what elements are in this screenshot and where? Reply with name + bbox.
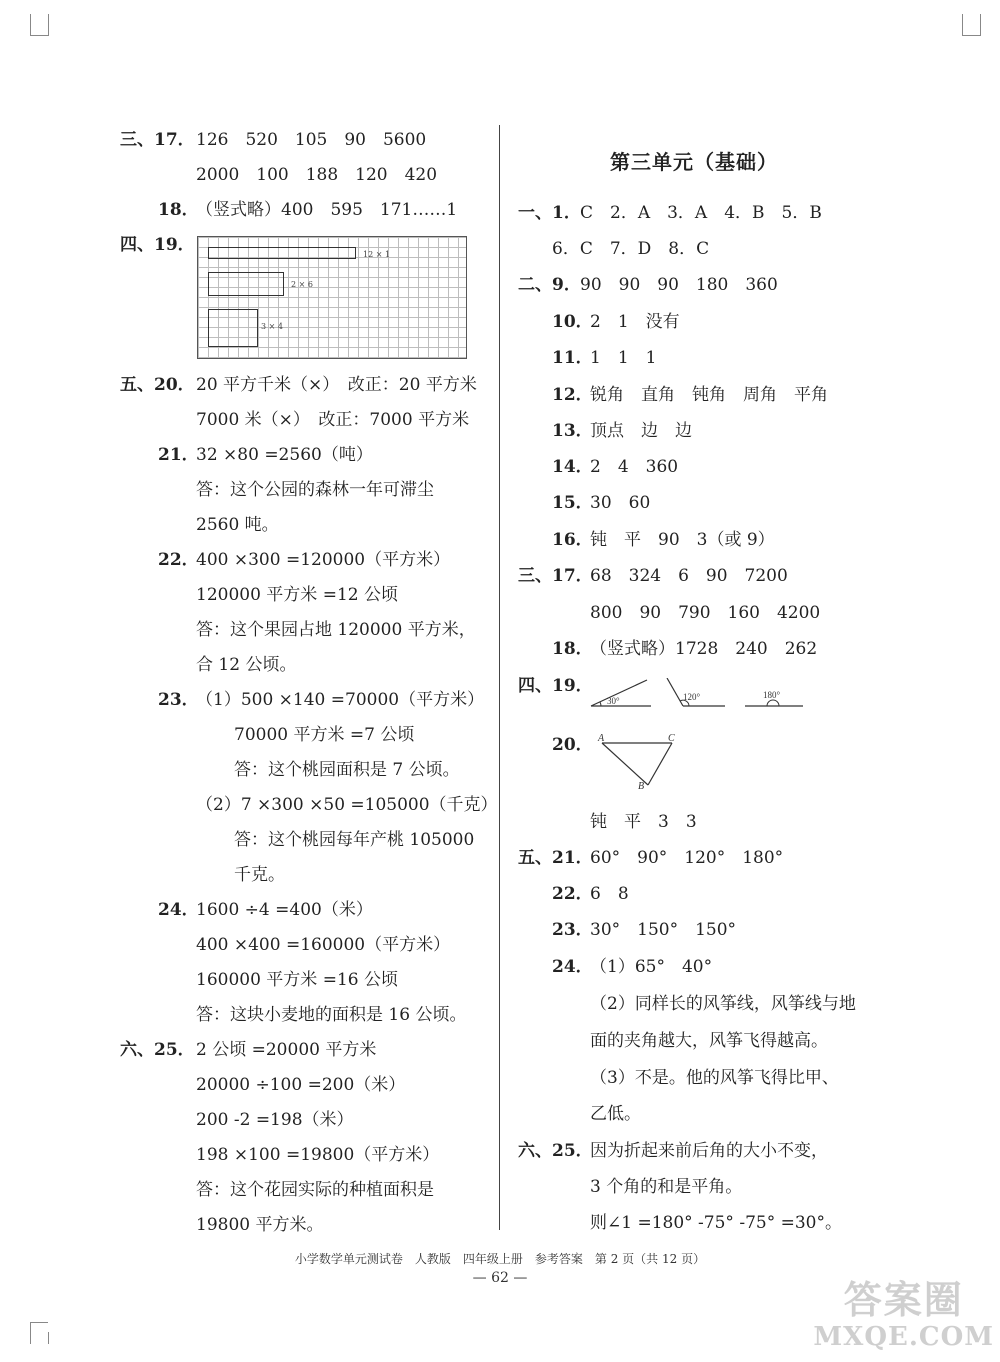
answer-text: 30 60 [590, 493, 651, 513]
answer-text: 20000 ÷100 =200（米） [196, 1075, 406, 1095]
question-number: 三、17． [120, 130, 195, 150]
answer-text: 2 4 360 [590, 457, 679, 477]
question-number: 15． [552, 493, 593, 513]
crop-mark [30, 1322, 31, 1344]
answer-text: 120000 平方米 =12 公顷 [196, 585, 398, 605]
question-number: 18． [552, 639, 593, 659]
answer-text: 2 1 没有 [590, 312, 680, 332]
answer-text: 答：这个花园实际的种植面积是 [196, 1180, 434, 1200]
answer-text: 126 520 105 90 5600 [196, 130, 427, 150]
question-number: 20． [552, 735, 593, 755]
crop-mark [30, 1322, 48, 1323]
question-number: 四、19． [120, 235, 195, 255]
watermark-url: MXQE.COM [813, 1322, 994, 1352]
question-number: 16． [552, 530, 593, 550]
rectangle-12x1 [208, 247, 356, 259]
answer-text: 400 ×300 =120000（平方米） [196, 550, 451, 570]
crop-mark [962, 35, 980, 36]
answer-text: 198 ×100 =19800（平方米） [196, 1145, 440, 1165]
question-number: 三、17． [518, 566, 593, 586]
answer-text: （2）同样长的风筝线，风筝线与地 [590, 994, 856, 1014]
watermark-logo: 答案圈 [843, 1277, 964, 1322]
answer-text: 钝 平 90 3（或 9） [590, 530, 775, 550]
grid-diagram [197, 236, 467, 359]
crop-mark [962, 14, 963, 36]
answer-text: 锐角 直角 钝角 周角 平角 [590, 385, 828, 405]
crop-mark [30, 35, 48, 36]
question-number: 二、9． [518, 275, 581, 295]
answer-text: 2560 吨。 [196, 515, 279, 535]
answer-text: 1 1 1 [590, 348, 657, 368]
answer-text: 则∠1 =180° -75° -75° =30°。 [590, 1213, 842, 1233]
answer-text: 3 个角的和是平角。 [590, 1177, 743, 1197]
answer-text: （竖式略）400 595 171……1 [196, 200, 458, 220]
answer-text: 因为折起来前后角的大小不变， [590, 1141, 828, 1161]
question-number: 18． [158, 200, 199, 220]
question-number: 14． [552, 457, 593, 477]
question-number: 23． [552, 920, 593, 940]
crop-mark [48, 1332, 49, 1344]
question-number: 23． [158, 690, 199, 710]
answer-text: 答：这个桃园面积是 7 公顷。 [234, 760, 460, 780]
answer-text: 乙低。 [590, 1104, 641, 1124]
vertex-label: C [668, 733, 675, 744]
section-title: 第三单元（基础） [610, 150, 778, 174]
crop-mark [30, 14, 31, 36]
question-number: 五、20． [120, 375, 195, 395]
answer-text: 合 12 公顷。 [196, 655, 297, 675]
angle-120 [667, 678, 725, 706]
answer-text: 1600 ÷4 =400（米） [196, 900, 373, 920]
question-number: 21． [158, 445, 199, 465]
column-divider [499, 125, 500, 1230]
question-number: 22． [158, 550, 199, 570]
rectangle-2x6 [208, 272, 284, 296]
angle-label: 180° [763, 690, 781, 700]
answer-text: 20 平方千米（×） 改正：20 平方米 [196, 375, 477, 395]
question-number: 六、25． [120, 1040, 195, 1060]
crop-mark [48, 14, 49, 36]
answer-text: 400 ×400 =160000（平方米） [196, 935, 451, 955]
angle-180 [745, 690, 803, 706]
answer-text: 32 ×80 =2560（吨） [196, 445, 373, 465]
answer-text: 68 324 6 90 7200 [590, 566, 788, 586]
angle-30 [591, 680, 651, 706]
question-number: 11． [552, 348, 593, 368]
question-number: 24． [552, 957, 593, 977]
angle-diagrams [585, 678, 810, 714]
vertex-label: A [598, 733, 605, 744]
answer-text: 2000 100 188 120 420 [196, 165, 438, 185]
answer-text: 千克。 [234, 865, 285, 885]
answer-text: 答：这个果园占地 120000 平方米， [196, 620, 476, 640]
answer-text: 60° 90° 120° 180° [590, 848, 784, 868]
answer-text: 2 公顷 =20000 平方米 [196, 1040, 377, 1060]
question-number: 五、21． [518, 848, 593, 868]
answer-text: 答：这块小麦地的面积是 16 公顷。 [196, 1005, 467, 1025]
page-footer: 小学数学单元测试卷 人教版 四年级上册 参考答案 第 2 页（共 12 页） [294, 1252, 706, 1266]
answer-text: 答：这个桃园每年产桃 105000 [234, 830, 475, 850]
answer-text: 70000 平方米 =7 公顷 [234, 725, 415, 745]
answer-text: 160000 平方米 =16 公顷 [196, 970, 398, 990]
answer-text: 钝 平 3 3 [590, 812, 697, 832]
vertex-label: B [638, 781, 645, 792]
answer-text: （1）65° 40° [590, 957, 713, 977]
question-number: 六、25． [518, 1141, 593, 1161]
rectangle-label: 12 × 1 [363, 250, 391, 259]
watermark [813, 1278, 994, 1352]
question-number: 12． [552, 385, 593, 405]
answer-text: 19800 平方米。 [196, 1215, 324, 1235]
question-number: 一、1． [518, 203, 581, 223]
question-number: 22． [552, 884, 593, 904]
answer-text: 200 -2 =198（米） [196, 1110, 354, 1130]
answer-text: 30° 150° 150° [590, 920, 737, 940]
answer-text: 90 90 90 180 360 [580, 275, 778, 295]
answer-text: （1）500 ×140 =70000（平方米） [196, 690, 485, 710]
question-number: 10． [552, 312, 593, 332]
crop-mark [980, 14, 981, 36]
angle-label: 120° [683, 692, 701, 702]
answer-text: 6 8 [590, 884, 629, 904]
question-number: 24． [158, 900, 199, 920]
rectangle-label: 3 × 4 [261, 322, 283, 331]
answer-text: （竖式略）1728 240 262 [590, 639, 818, 659]
answer-text: （3）不是。他的风筝飞得比甲、 [590, 1068, 839, 1088]
answer-text: 7000 米（×） 改正：7000 平方米 [196, 410, 470, 430]
page-number: — 62 — [472, 1270, 528, 1286]
angle-label: 30° [607, 696, 620, 706]
answer-text: （2）7 ×300 ×50 =105000（千克） [196, 795, 498, 815]
answer-text: 顶点 边 边 [590, 421, 692, 441]
triangle-diagram [590, 733, 690, 793]
answer-text: 面的夹角越大，风筝飞得越高。 [590, 1031, 828, 1051]
question-number: 13． [552, 421, 593, 441]
answer-text: 6．C 7．D 8．C [552, 239, 710, 259]
answer-text: C 2．A 3．A 4．B 5．B [580, 203, 822, 223]
question-number: 四、19． [518, 676, 593, 696]
rectangle-label: 2 × 6 [291, 280, 313, 289]
rectangle-3x4 [208, 309, 258, 347]
answer-text: 800 90 790 160 4200 [590, 603, 821, 623]
answer-text: 答：这个公园的森林一年可滞尘 [196, 480, 434, 500]
